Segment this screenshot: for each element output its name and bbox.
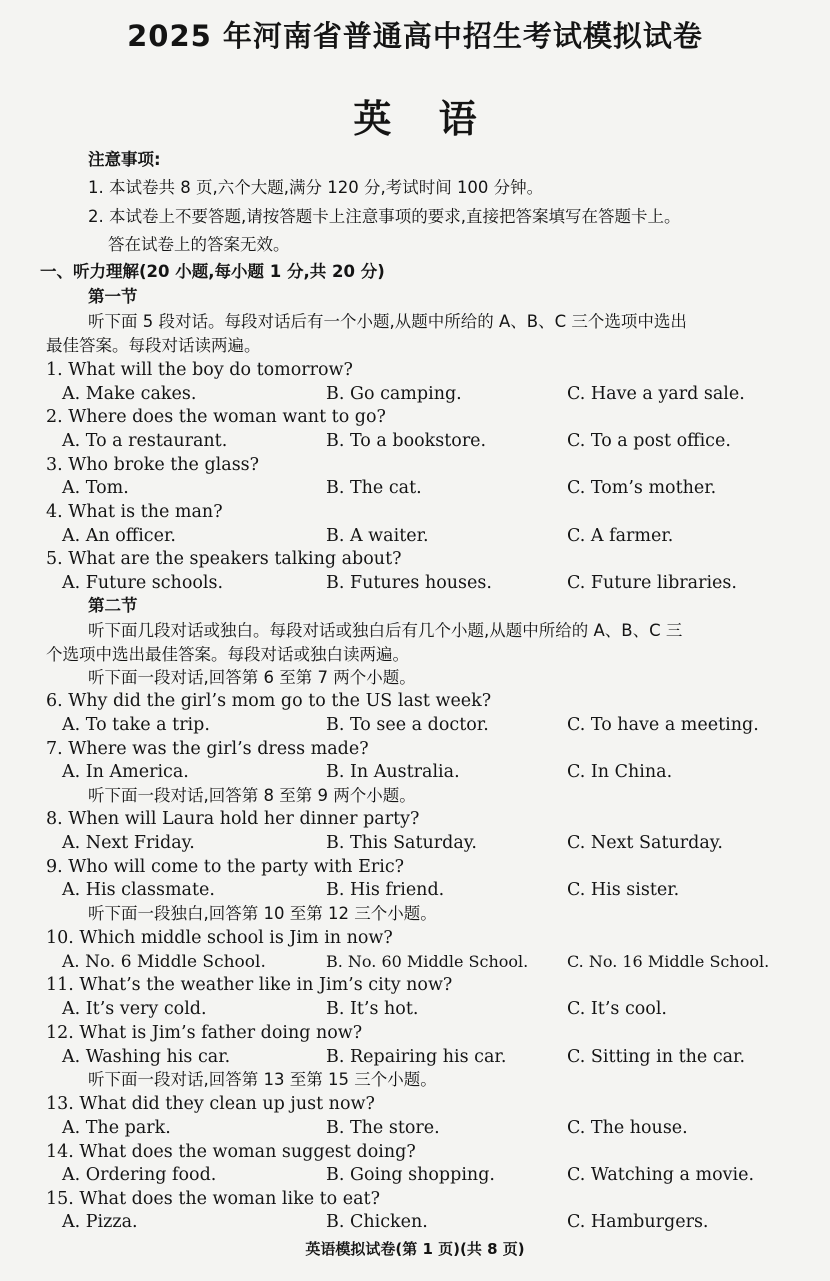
option-15c: C. Hamburgers.	[567, 1212, 709, 1232]
option-6a: A. To take a trip.	[62, 715, 210, 735]
option-13c: C. The house.	[567, 1118, 688, 1138]
option-7b: B. In Australia.	[326, 762, 460, 782]
question-13: 13. What did they clean up just now?	[46, 1094, 375, 1114]
option-12c: C. Sitting in the car.	[567, 1047, 746, 1067]
part1-heading: 第一节	[88, 287, 138, 306]
option-5a: A. Future schools.	[62, 573, 224, 593]
group-instruction-6-7: 听下面一段对话,回答第 6 至第 7 两个小题。	[88, 668, 416, 687]
subject-title: 英 语	[353, 97, 477, 141]
question-4: 4. What is the man?	[46, 502, 223, 522]
option-2a: A. To a restaurant.	[62, 431, 228, 451]
option-9c: C. His sister.	[567, 880, 680, 900]
option-4c: C. A farmer.	[567, 526, 674, 546]
option-8b: B. This Saturday.	[326, 833, 477, 853]
question-1: 1. What will the boy do tomorrow?	[46, 360, 353, 380]
option-7a: A. In America.	[62, 762, 189, 782]
option-3c: C. Tom’s mother.	[567, 478, 717, 498]
option-2c: C. To a post office.	[567, 431, 731, 451]
option-10b: B. No. 60 Middle School.	[326, 952, 529, 971]
question-14: 14. What does the woman suggest doing?	[46, 1142, 416, 1162]
option-10a: A. No. 6 Middle School.	[62, 952, 266, 972]
option-14b: B. Going shopping.	[326, 1165, 495, 1185]
option-11c: C. It’s cool.	[567, 999, 667, 1019]
question-6: 6. Why did the girl’s mom go to the US last week?	[46, 691, 492, 711]
option-5c: C. Future libraries.	[567, 573, 737, 593]
part2-heading: 第二节	[88, 596, 138, 615]
part2-instructions: 听下面几段对话或独白。每段对话或独白后有几个小题,从题中所给的 A、B、C 三	[88, 621, 683, 640]
question-11: 11. What’s the weather like in Jim’s city now?	[46, 975, 453, 995]
notice-item-2: 2. 本试卷上不要答题,请按答题卡上注意事项的要求,直接把答案填写在答题卡上。	[88, 207, 681, 226]
question-2: 2. Where does the woman want to go?	[46, 407, 386, 427]
page-footer: 英语模拟试卷(第 1 页)(共 8 页)	[305, 1240, 525, 1258]
option-3a: A. Tom.	[62, 478, 129, 498]
option-11b: B. It’s hot.	[326, 999, 419, 1019]
part2-instructions-cont: 个选项中选出最佳答案。每段对话或独白读两遍。	[46, 645, 409, 664]
option-6b: B. To see a doctor.	[326, 715, 489, 735]
option-2b: B. To a bookstore.	[326, 431, 487, 451]
option-14a: A. Ordering food.	[62, 1165, 217, 1185]
option-1c: C. Have a yard sale.	[567, 384, 745, 404]
option-15b: B. Chicken.	[326, 1212, 428, 1232]
option-12b: B. Repairing his car.	[326, 1047, 507, 1067]
question-15: 15. What does the woman like to eat?	[46, 1189, 380, 1209]
question-12: 12. What is Jim’s father doing now?	[46, 1023, 363, 1043]
question-10: 10. Which middle school is Jim in now?	[46, 928, 393, 948]
part1-instructions: 听下面 5 段对话。每段对话后有一个小题,从题中所给的 A、B、C 三个选项中选出	[88, 312, 687, 331]
option-14c: C. Watching a movie.	[567, 1165, 755, 1185]
question-8: 8. When will Laura hold her dinner party?	[46, 809, 420, 829]
option-12a: A. Washing his car.	[62, 1047, 231, 1067]
option-3b: B. The cat.	[326, 478, 422, 498]
section-title: 一、听力理解(20 小题,每小题 1 分,共 20 分)	[40, 262, 385, 281]
option-13a: A. The park.	[62, 1118, 171, 1138]
group-instruction-13-15: 听下面一段对话,回答第 13 至第 15 三个小题。	[88, 1070, 437, 1089]
option-6c: C. To have a meeting.	[567, 715, 759, 735]
question-7: 7. Where was the girl’s dress made?	[46, 739, 369, 759]
notice-item-1: 1. 本试卷共 8 页,六个大题,满分 120 分,考试时间 100 分钟。	[88, 178, 544, 197]
notice-heading: 注意事项:	[88, 150, 161, 169]
group-instruction-8-9: 听下面一段对话,回答第 8 至第 9 两个小题。	[88, 786, 416, 805]
option-9b: B. His friend.	[326, 880, 445, 900]
exam-title: 2025 年河南省普通高中招生考试模拟试卷	[127, 19, 703, 53]
option-5b: B. Futures houses.	[326, 573, 492, 593]
question-5: 5. What are the speakers talking about?	[46, 549, 402, 569]
option-9a: A. His classmate.	[62, 880, 215, 900]
question-3: 3. Who broke the glass?	[46, 455, 260, 475]
option-11a: A. It’s very cold.	[62, 999, 207, 1019]
question-9: 9. Who will come to the party with Eric?	[46, 857, 404, 877]
option-13b: B. The store.	[326, 1118, 440, 1138]
option-7c: C. In China.	[567, 762, 673, 782]
option-8a: A. Next Friday.	[62, 833, 195, 853]
option-1b: B. Go camping.	[326, 384, 462, 404]
option-15a: A. Pizza.	[62, 1212, 138, 1232]
group-instruction-10-12: 听下面一段独白,回答第 10 至第 12 三个小题。	[88, 904, 437, 923]
option-4a: A. An officer.	[62, 526, 176, 546]
notice-item-2-cont: 答在试卷上的答案无效。	[108, 235, 290, 254]
option-8c: C. Next Saturday.	[567, 833, 723, 853]
part1-instructions-cont: 最佳答案。每段对话读两遍。	[46, 336, 261, 355]
option-1a: A. Make cakes.	[62, 384, 197, 404]
option-4b: B. A waiter.	[326, 526, 429, 546]
option-10c: C. No. 16 Middle School.	[567, 952, 770, 971]
